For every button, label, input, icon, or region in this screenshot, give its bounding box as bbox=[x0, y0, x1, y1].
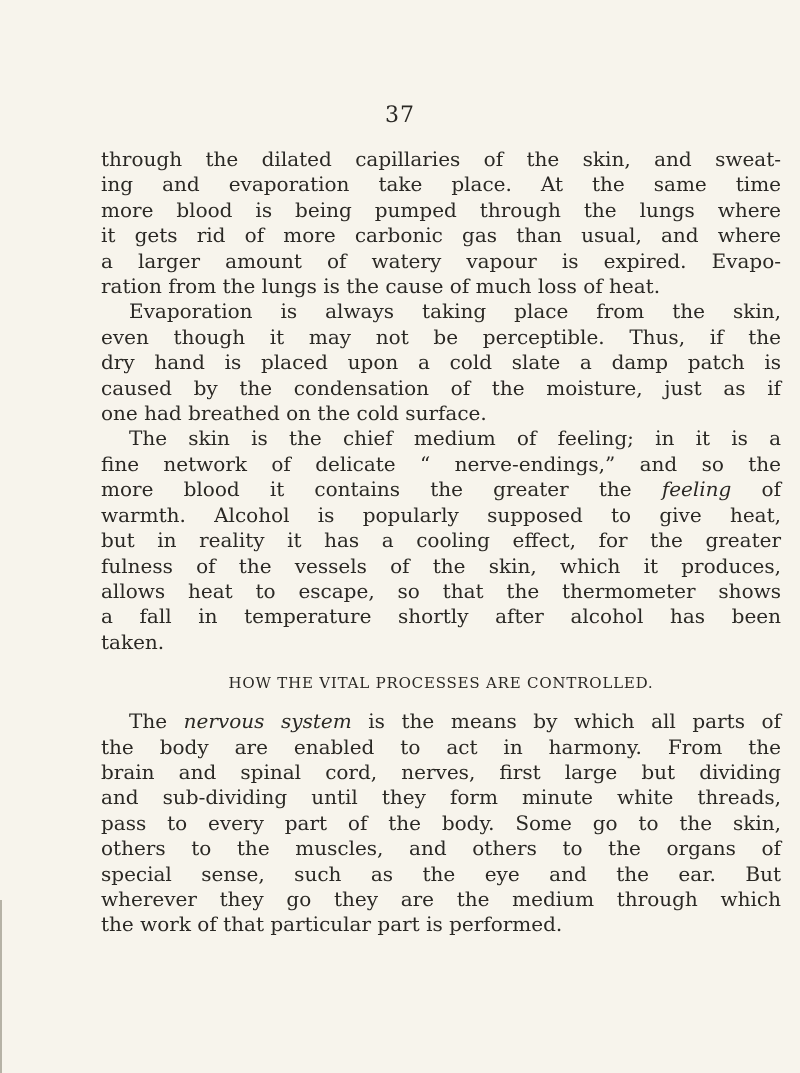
text-line: a larger amount of watery vapour is expired. Evapo- bbox=[101, 248, 781, 273]
text-line: more blood is being pumped through the lungs where bbox=[101, 197, 781, 222]
page-number: 37 bbox=[385, 103, 415, 128]
text-line: fulness of the vessels of the skin, which it produces, bbox=[101, 553, 781, 578]
text-line: it gets rid of more carbonic gas than usual, and where bbox=[101, 223, 781, 248]
paragraph-3 bbox=[101, 426, 781, 655]
body-text bbox=[101, 147, 781, 938]
text-line: caused by the condensation of the moisture, just as if bbox=[101, 375, 781, 400]
text-fragment: is the means by which all parts of bbox=[368, 709, 781, 734]
page-edge-shadow bbox=[0, 900, 2, 1073]
paragraph-2 bbox=[101, 299, 781, 426]
text-line: pass to every part of the body. Some go to the skin, bbox=[101, 810, 781, 835]
text-line: allows heat to escape, so that the thermometer shows bbox=[101, 578, 781, 603]
paragraph-1 bbox=[101, 147, 781, 299]
text-line: The skin is the chief medium of feeling; in it is a bbox=[129, 426, 781, 451]
italic-word: feeling bbox=[661, 477, 732, 502]
text-line: fine network of delicate “ nerve-endings,” and so the bbox=[101, 451, 781, 476]
text-line: dry hand is placed upon a cold slate a damp patch is bbox=[101, 350, 781, 375]
text-line: taken. bbox=[101, 629, 165, 654]
text-line: a fall in temperature shortly after alcohol has been bbox=[101, 604, 781, 629]
text-line: Evaporation is always taking place from the skin, bbox=[129, 299, 781, 324]
text-line: brain and spinal cord, nerves, first large but dividing bbox=[101, 759, 781, 784]
text-line: the body are enabled to act in harmony. From the bbox=[101, 734, 781, 759]
text-line: others to the muscles, and others to the organs of bbox=[101, 836, 781, 861]
text-line: warmth. Alcohol is popularly supposed to give heat, bbox=[101, 502, 781, 527]
text-fragment: more blood it contains the greater the bbox=[101, 477, 632, 502]
section-heading: HOW THE VITAL PROCESSES ARE CONTROLLED. bbox=[228, 674, 654, 693]
text-line: even though it may not be perceptible. Thus, if the bbox=[101, 324, 781, 349]
text-fragment: of bbox=[761, 477, 781, 502]
text-line: ration from the lungs is the cause of much loss of heat. bbox=[101, 274, 661, 299]
text-line-with-italic bbox=[101, 477, 781, 502]
text-line: and sub-dividing until they form minute white threads, bbox=[101, 785, 781, 810]
italic-term: nervous system bbox=[183, 709, 352, 734]
text-line: wherever they go they are the medium through which bbox=[101, 886, 781, 911]
text-line: ing and evaporation take place. At the same time bbox=[101, 172, 781, 197]
text-line: through the dilated capillaries of the skin, and sweat- bbox=[101, 147, 781, 171]
text-line: one had breathed on the cold surface. bbox=[101, 401, 487, 426]
paragraph-4 bbox=[101, 709, 781, 938]
text-line: the work of that particular part is performed. bbox=[101, 912, 563, 937]
text-line-with-italic bbox=[101, 709, 781, 734]
text-line: but in reality it has a cooling effect, for the greater bbox=[101, 528, 781, 553]
text-line: special sense, such as the eye and the ear. But bbox=[101, 861, 781, 886]
text-fragment: The bbox=[129, 709, 168, 734]
